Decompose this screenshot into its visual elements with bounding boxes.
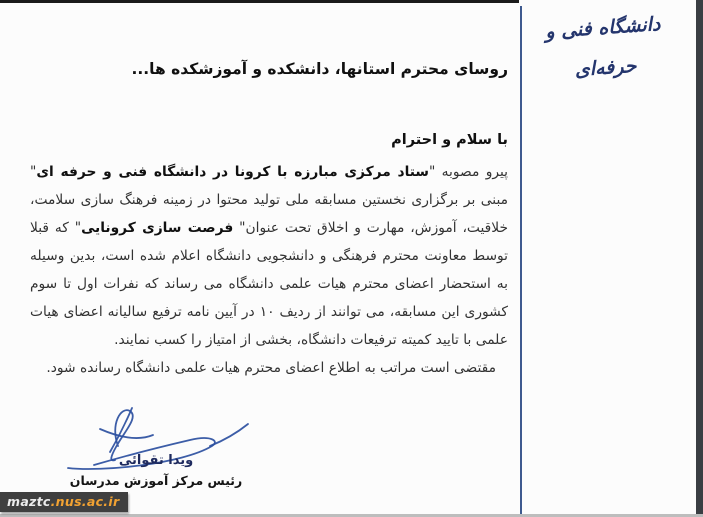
signatory-role: رئیس مرکز آموزش مدرسان — [69, 473, 243, 488]
letterhead-divider-line — [520, 6, 522, 514]
signature-block — [58, 452, 254, 489]
bold-headquarters-name: ستاد مرکزی مبارزه با کرونا در دانشگاه فنی و حرفه ای — [36, 164, 429, 180]
salutation-line: با سلام و احترام — [391, 132, 508, 148]
watermark-site-suffix: .nus.ac.ir — [50, 494, 120, 509]
watermark-site-prefix: maztc — [7, 494, 51, 509]
recipients-title: روسای محترم استانها، دانشکده و آموزشکده ها... — [131, 60, 508, 78]
university-logo-calligraphy: دانشگاه فنی و حرفه‌ای — [544, 13, 662, 82]
closing-paragraph: مقتضی است مراتب به اطلاع اعضای محترم هیات علمی دانشگاه رسانده شود. — [46, 360, 496, 376]
scan-right-edge — [696, 0, 703, 517]
letter-body-column — [30, 58, 508, 382]
body-text-segment: پیرو مصوبه " — [428, 164, 508, 180]
bold-competition-title: فرصت سازی کرونایی — [81, 220, 234, 236]
signatory-name: ویدا تقوائی — [118, 453, 194, 468]
website-watermark — [0, 492, 128, 512]
main-paragraph — [30, 158, 508, 354]
body-text-segment: " که قبلا توسط معاونت محترم فرهنگی و دانشجویی دانشگاه اعلام شده است، بدین وسیله به استحضار اعضای محترم هیات علمی دانشگاه می رساند که نفرات اول تا سوم کشوری این مسابقه، می توانند از ردیف ۱۰ در آیین نامه ترفیع سالیانه اعضای هیات علمی با تایید کمیته ترفیعات دانشگاه، بخشی از امتیاز را کسب نمایند. — [30, 220, 508, 348]
page-top-border — [0, 0, 519, 3]
body-text-segment: " مبنی بر برگزاری نخستین مسابقه ملی تولید محتوا در زمینه فرهنگ سازی سلامت، خلاقیت، آموزش، مهارت و اخلاق تحت عنوان" — [30, 164, 508, 236]
